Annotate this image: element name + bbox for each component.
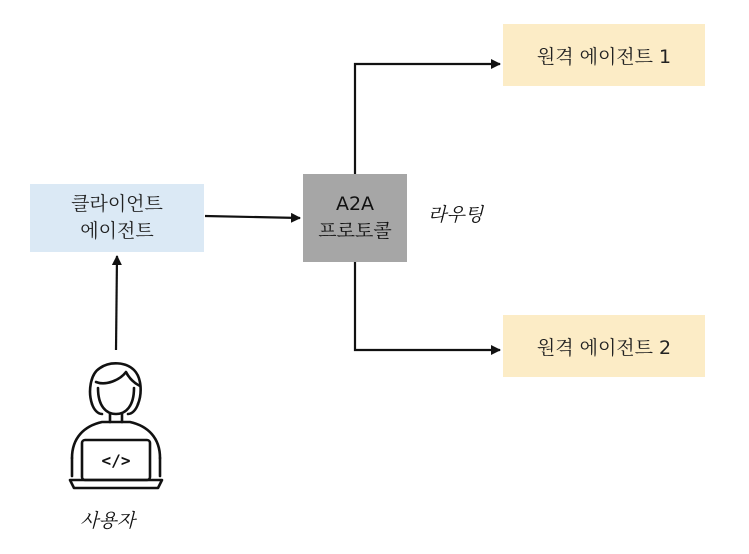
- client-agent-label-line2: 에이전트: [80, 220, 154, 242]
- protocol-label-line1: A2A: [335, 193, 375, 215]
- remote-agent-1-label: 원격 에이전트 1: [536, 45, 672, 68]
- user-face: [98, 388, 134, 414]
- laptop-base: [70, 480, 162, 488]
- protocol-label-line2: 프로토콜: [318, 220, 392, 242]
- remote-agent-1-box: [503, 24, 705, 86]
- remote-agent-2-box: [503, 315, 705, 377]
- a2a-protocol-box: [303, 174, 407, 262]
- laptop-code-symbol: </>: [101, 451, 131, 470]
- client-agent-label-line1: 클라이언트: [71, 193, 163, 215]
- client-agent-box: [30, 184, 204, 252]
- user-label: 사용자: [80, 510, 136, 532]
- routing-label: 라우팅: [428, 204, 484, 226]
- user-with-laptop-icon: [60, 352, 172, 500]
- arrow-user-to-client: [116, 256, 117, 350]
- arrow-protocol-to-remote-1: [355, 64, 500, 174]
- remote-agent-2-label: 원격 에이전트 2: [536, 336, 672, 359]
- arrow-protocol-to-remote-2: [355, 262, 500, 350]
- user-fringe: [96, 372, 140, 386]
- arrow-client-to-protocol: [205, 216, 300, 218]
